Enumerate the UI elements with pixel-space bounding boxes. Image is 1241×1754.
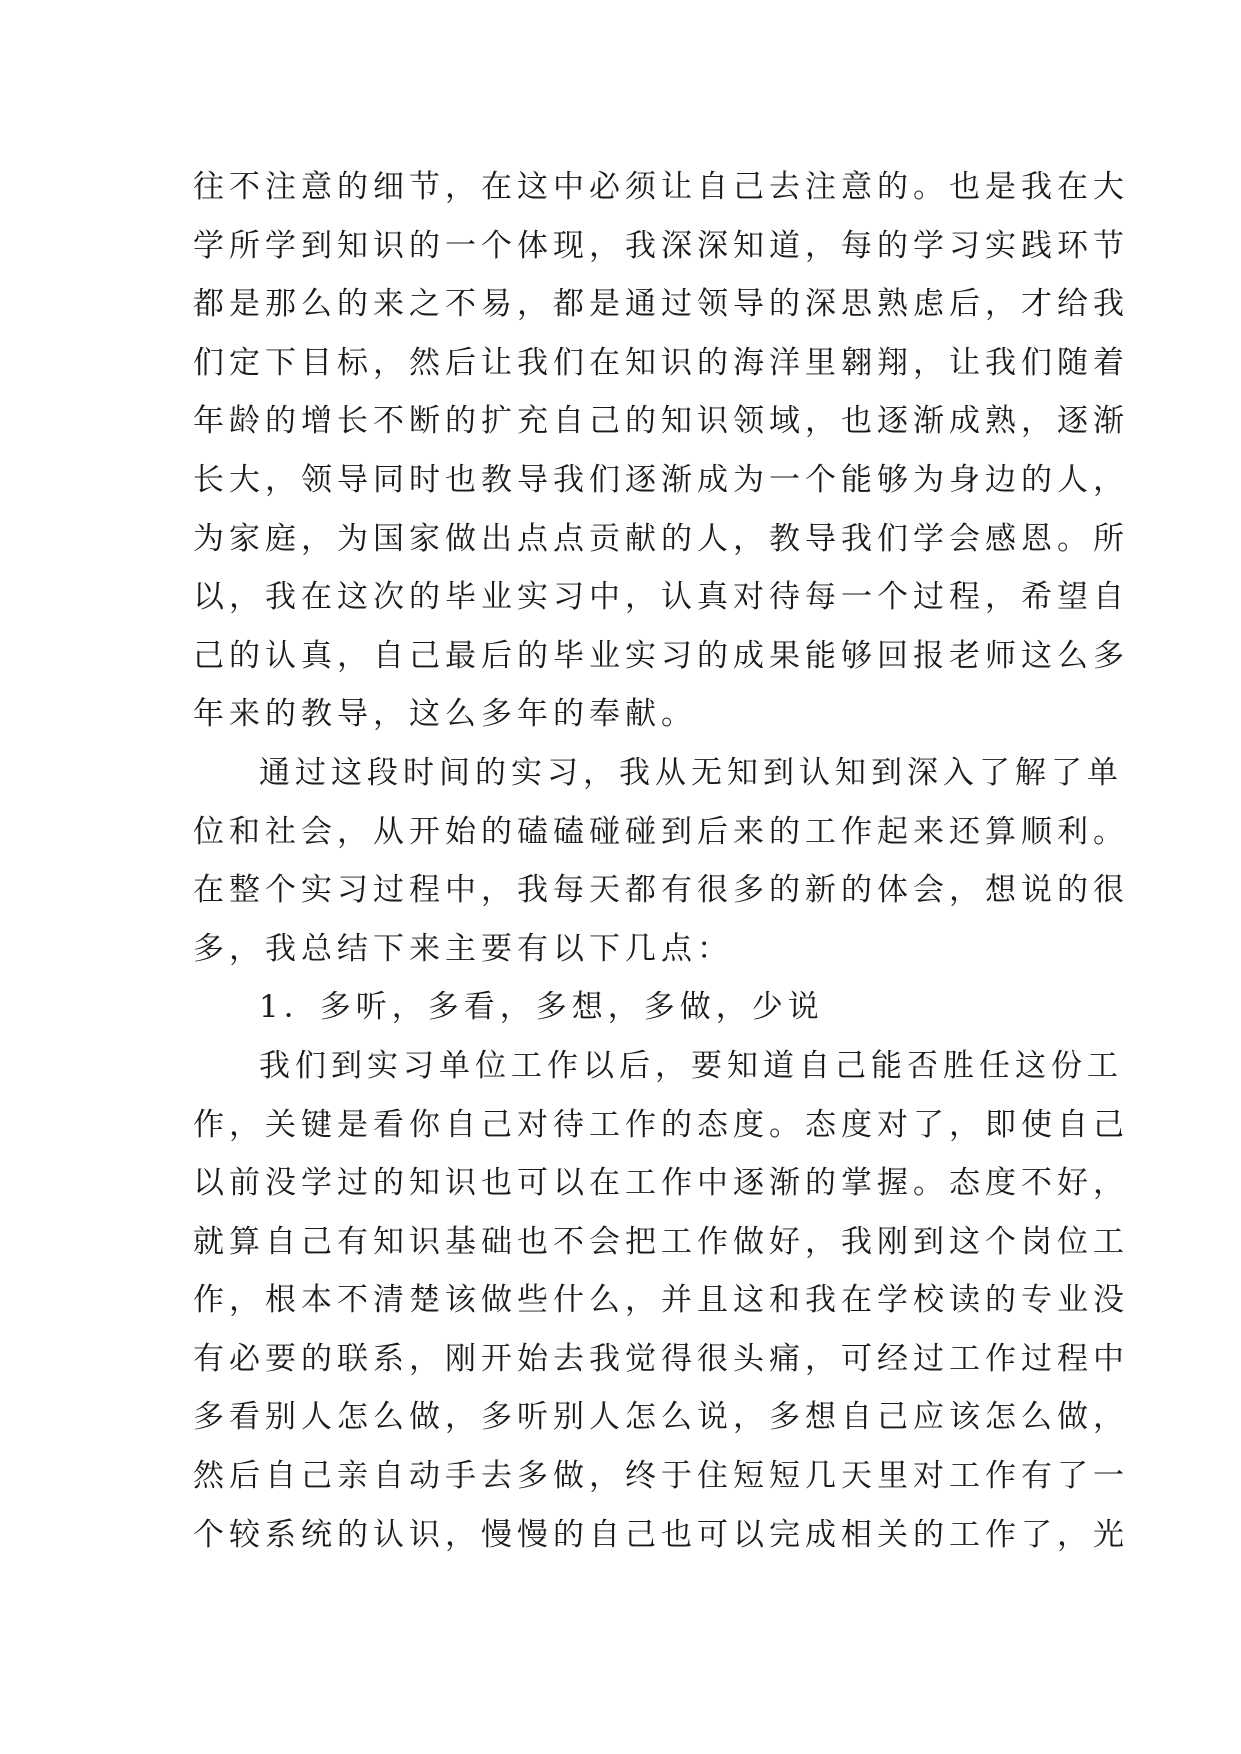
- text-line: 然后自己亲自动手去多做，终于住短短几天里对工作有了一: [193, 1458, 1129, 1495]
- text-line: 都是那么的来之不易，都是通过领导的深思熟虑后，才给我: [193, 286, 1129, 323]
- text-line: 就算自己有知识基础也不会把工作做好，我刚到这个岗位工: [193, 1223, 1129, 1260]
- text-line: 以，我在这次的毕业实习中，认真对待每一个过程，希望自: [193, 579, 1129, 616]
- text-line: 在整个实习过程中，我每天都有很多的新的体会，想说的很: [193, 872, 1129, 909]
- text-line: 多看别人怎么做，多听别人怎么说，多想自己应该怎么做，: [193, 1399, 1129, 1436]
- text-line: 年龄的增长不断的扩充自己的知识领域，也逐渐成熟，逐渐: [193, 403, 1129, 440]
- text-line: 多，我总结下来主要有以下几点：: [193, 930, 733, 967]
- text-line: 学所学到知识的一个体现，我深深知道，每的学习实践环节: [193, 227, 1129, 264]
- text-line: 己的认真，自己最后的毕业实习的成果能够回报老师这么多: [193, 637, 1129, 674]
- text-line: 年来的教导，这么多年的奉献。: [193, 696, 697, 733]
- text-line: 作，关键是看你自己对待工作的态度。态度对了，即使自己: [193, 1106, 1129, 1143]
- text-line: 长大，领导同时也教导我们逐渐成为一个能够为身边的人，: [193, 461, 1129, 498]
- text-line: 以前没学过的知识也可以在工作中逐渐的掌握。态度不好，: [193, 1165, 1129, 1202]
- text-line: 个较系统的认识，慢慢的自己也可以完成相关的工作了，光: [193, 1516, 1129, 1553]
- text-line: 为家庭，为国家做出点点贡献的人，教导我们学会感恩。所: [193, 520, 1129, 557]
- text-line: 我们到实习单位工作以后，要知道自己能否胜任这份工: [259, 1047, 1123, 1084]
- text-line: 通过这段时间的实习，我从无知到认知到深入了解了单: [259, 754, 1123, 791]
- text-line: 位和社会，从开始的磕磕碰碰到后来的工作起来还算顺利。: [193, 813, 1129, 850]
- text-line: 有必要的联系，刚开始去我觉得很头痛，可经过工作过程中: [193, 1340, 1129, 1377]
- body-text: [193, 158, 1129, 1564]
- text-line: 作，根本不清楚该做些什么，并且这和我在学校读的专业没: [193, 1282, 1129, 1319]
- text-line: 们定下目标，然后让我们在知识的海洋里翱翔，让我们随着: [193, 344, 1129, 381]
- text-line: 1．多听，多看，多想，多做，少说: [259, 989, 824, 1026]
- text-line: 往不注意的细节，在这中必须让自己去注意的。也是我在大: [193, 169, 1129, 205]
